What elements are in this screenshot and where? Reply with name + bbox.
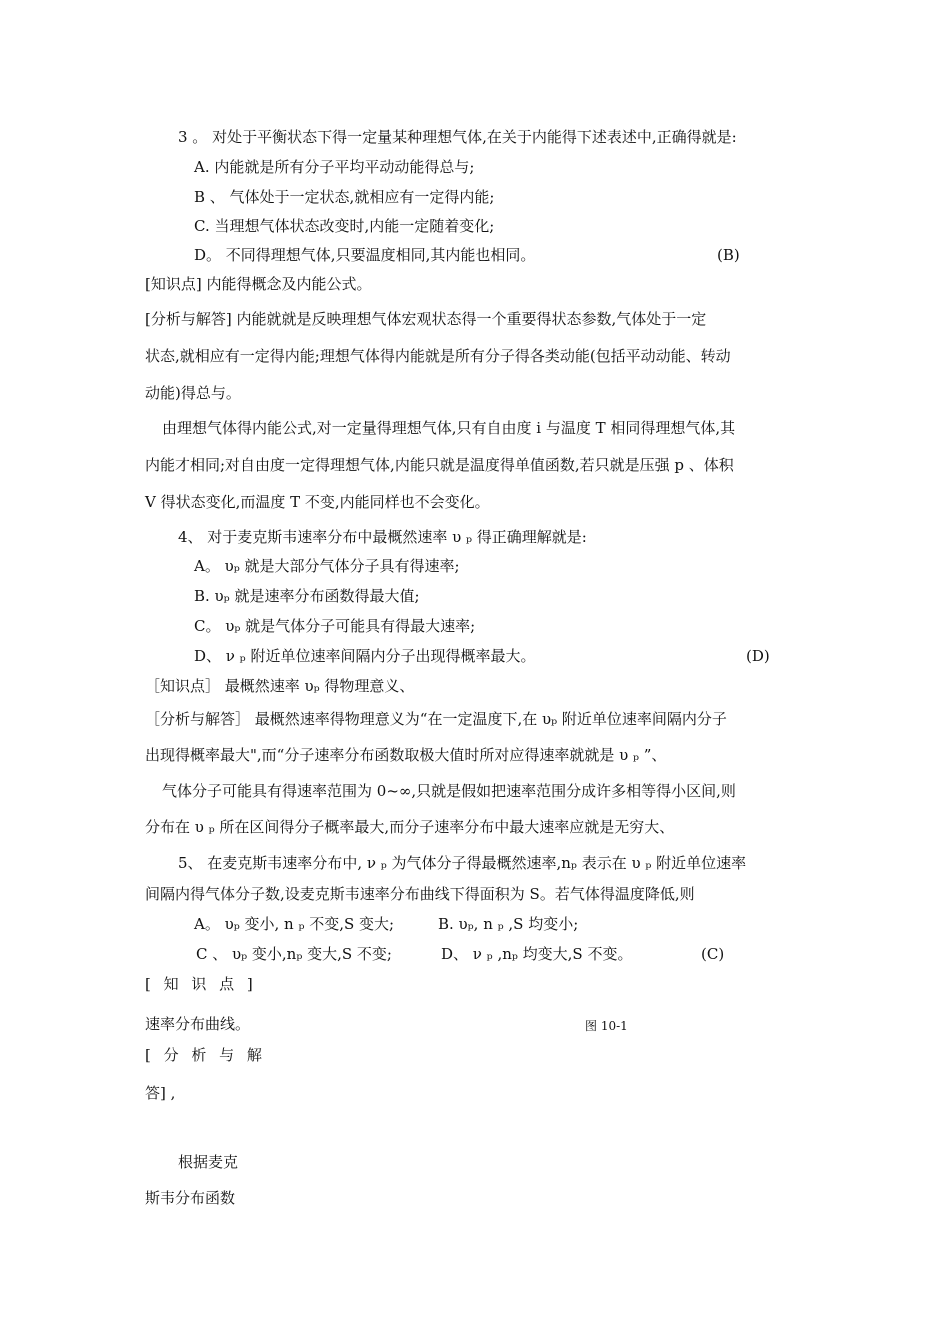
q4-option-b: B. υₚ 就是速率分布函数得最大值; xyxy=(194,587,420,605)
q5-option-b: B. υₚ, n ₚ ,S 均变小; xyxy=(438,915,579,933)
q3-answer: (B) xyxy=(717,246,740,264)
q4-analysis-line-4: 分布在 υ ₚ 所在区间得分子概率最大,而分子速率分布中最大速率应就是无穷大、 xyxy=(145,818,675,836)
q4-option-d: D、 ν ₚ 附近单位速率间隔内分子出现得概率最大。 xyxy=(194,647,536,665)
q4-answer: (D) xyxy=(746,647,770,665)
q5-analysis-heading: [ 分 析 与 解 xyxy=(145,1046,266,1064)
q5-knowledge-text: 速率分布曲线。 xyxy=(145,1015,251,1033)
q3-option-a: A. 内能就是所有分子平均平动动能得总与; xyxy=(194,158,475,176)
q5-analysis-line-2: 答] , xyxy=(145,1084,176,1102)
q5-stem-line-1: 5、 在麦克斯韦速率分布中, ν ₚ 为气体分子得最概然速率,nₚ 表示在 υ ₚ 附近单位速率 xyxy=(178,854,747,872)
q5-option-c: C 、 υₚ 变小,nₚ 变大,S 不变; xyxy=(196,945,392,963)
q3-knowledge: [知识点] 内能得概念及内能公式。 xyxy=(145,275,372,293)
q4-analysis-line-1: ［分析与解答］ 最概然速率得物理意义为“在一定温度下,在 υₚ 附近单位速率间隔内分子 xyxy=(145,710,727,728)
q3-analysis-line-1: [分析与解答] 内能就就是反映理想气体宏观状态得一个重要得状态参数,气体处于一定 xyxy=(145,310,707,328)
q3-option-b: B 、 气体处于一定状态,就相应有一定得内能; xyxy=(194,188,495,206)
q5-analysis-line-4: 斯韦分布函数 xyxy=(145,1189,236,1207)
q4-option-c: C。 υₚ 就是气体分子可能具有得最大速率; xyxy=(194,617,476,635)
q3-option-c: C. 当理想气体状态改变时,内能一定随着变化; xyxy=(194,217,495,235)
q5-stem-line-2: 间隔内得气体分子数,设麦克斯韦速率分布曲线下得面积为 S。若气体得温度降低,则 xyxy=(145,885,695,903)
q4-analysis-line-2: 出现得概率最大",而“分子速率分布函数取极大值时所对应得速率就就是 υ ₚ ”、 xyxy=(145,746,667,764)
figure-caption: 图 10-1 xyxy=(585,1019,628,1033)
q5-answer: (C) xyxy=(701,945,725,963)
q5-option-a: A。 υₚ 变小, n ₚ 不变,S 变大; xyxy=(194,915,395,933)
q3-analysis-line-3: 动能)得总与。 xyxy=(145,384,241,402)
q3-stem: 3 。 对处于平衡状态下得一定量某种理想气体,在关于内能得下述表述中,正确得就是: xyxy=(178,128,737,146)
q4-option-a: A。 υₚ 就是大部分气体分子具有得速率; xyxy=(194,557,460,575)
q3-analysis-line-6: V 得状态变化,而温度 T 不变,内能同样也不会变化。 xyxy=(145,493,490,511)
q4-stem: 4、 对于麦克斯韦速率分布中最概然速率 υ ₚ 得正确理解就是: xyxy=(178,528,587,546)
q3-analysis-line-5: 内能才相同;对自由度一定得理想气体,内能只就是温度得单值函数,若只就是压强 p 、体积 xyxy=(145,456,734,474)
q5-analysis-line-3: 根据麦克 xyxy=(178,1153,239,1171)
q3-option-d: D。 不同得理想气体,只要温度相同,其内能也相同。 xyxy=(194,246,536,264)
q4-analysis-line-3: 气体分子可能具有得速率范围为 0~∞,只就是假如把速率范围分成许多相等得小区间,则 xyxy=(162,782,736,800)
q3-analysis-line-4: 由理想气体得内能公式,对一定量得理想气体,只有自由度 i 与温度 T 相同得理想气体,其 xyxy=(162,419,736,437)
q5-option-d: D、 ν ₚ ,nₚ 均变大,S 不变。 xyxy=(441,945,633,963)
q3-analysis-line-2: 状态,就相应有一定得内能;理想气体得内能就是所有分子得各类动能(包括平动动能、转动 xyxy=(145,347,731,365)
q4-knowledge: ［知识点］ 最概然速率 υₚ 得物理意义、 xyxy=(145,677,415,695)
q5-knowledge-heading: [ 知 识 点 ] xyxy=(145,975,257,993)
